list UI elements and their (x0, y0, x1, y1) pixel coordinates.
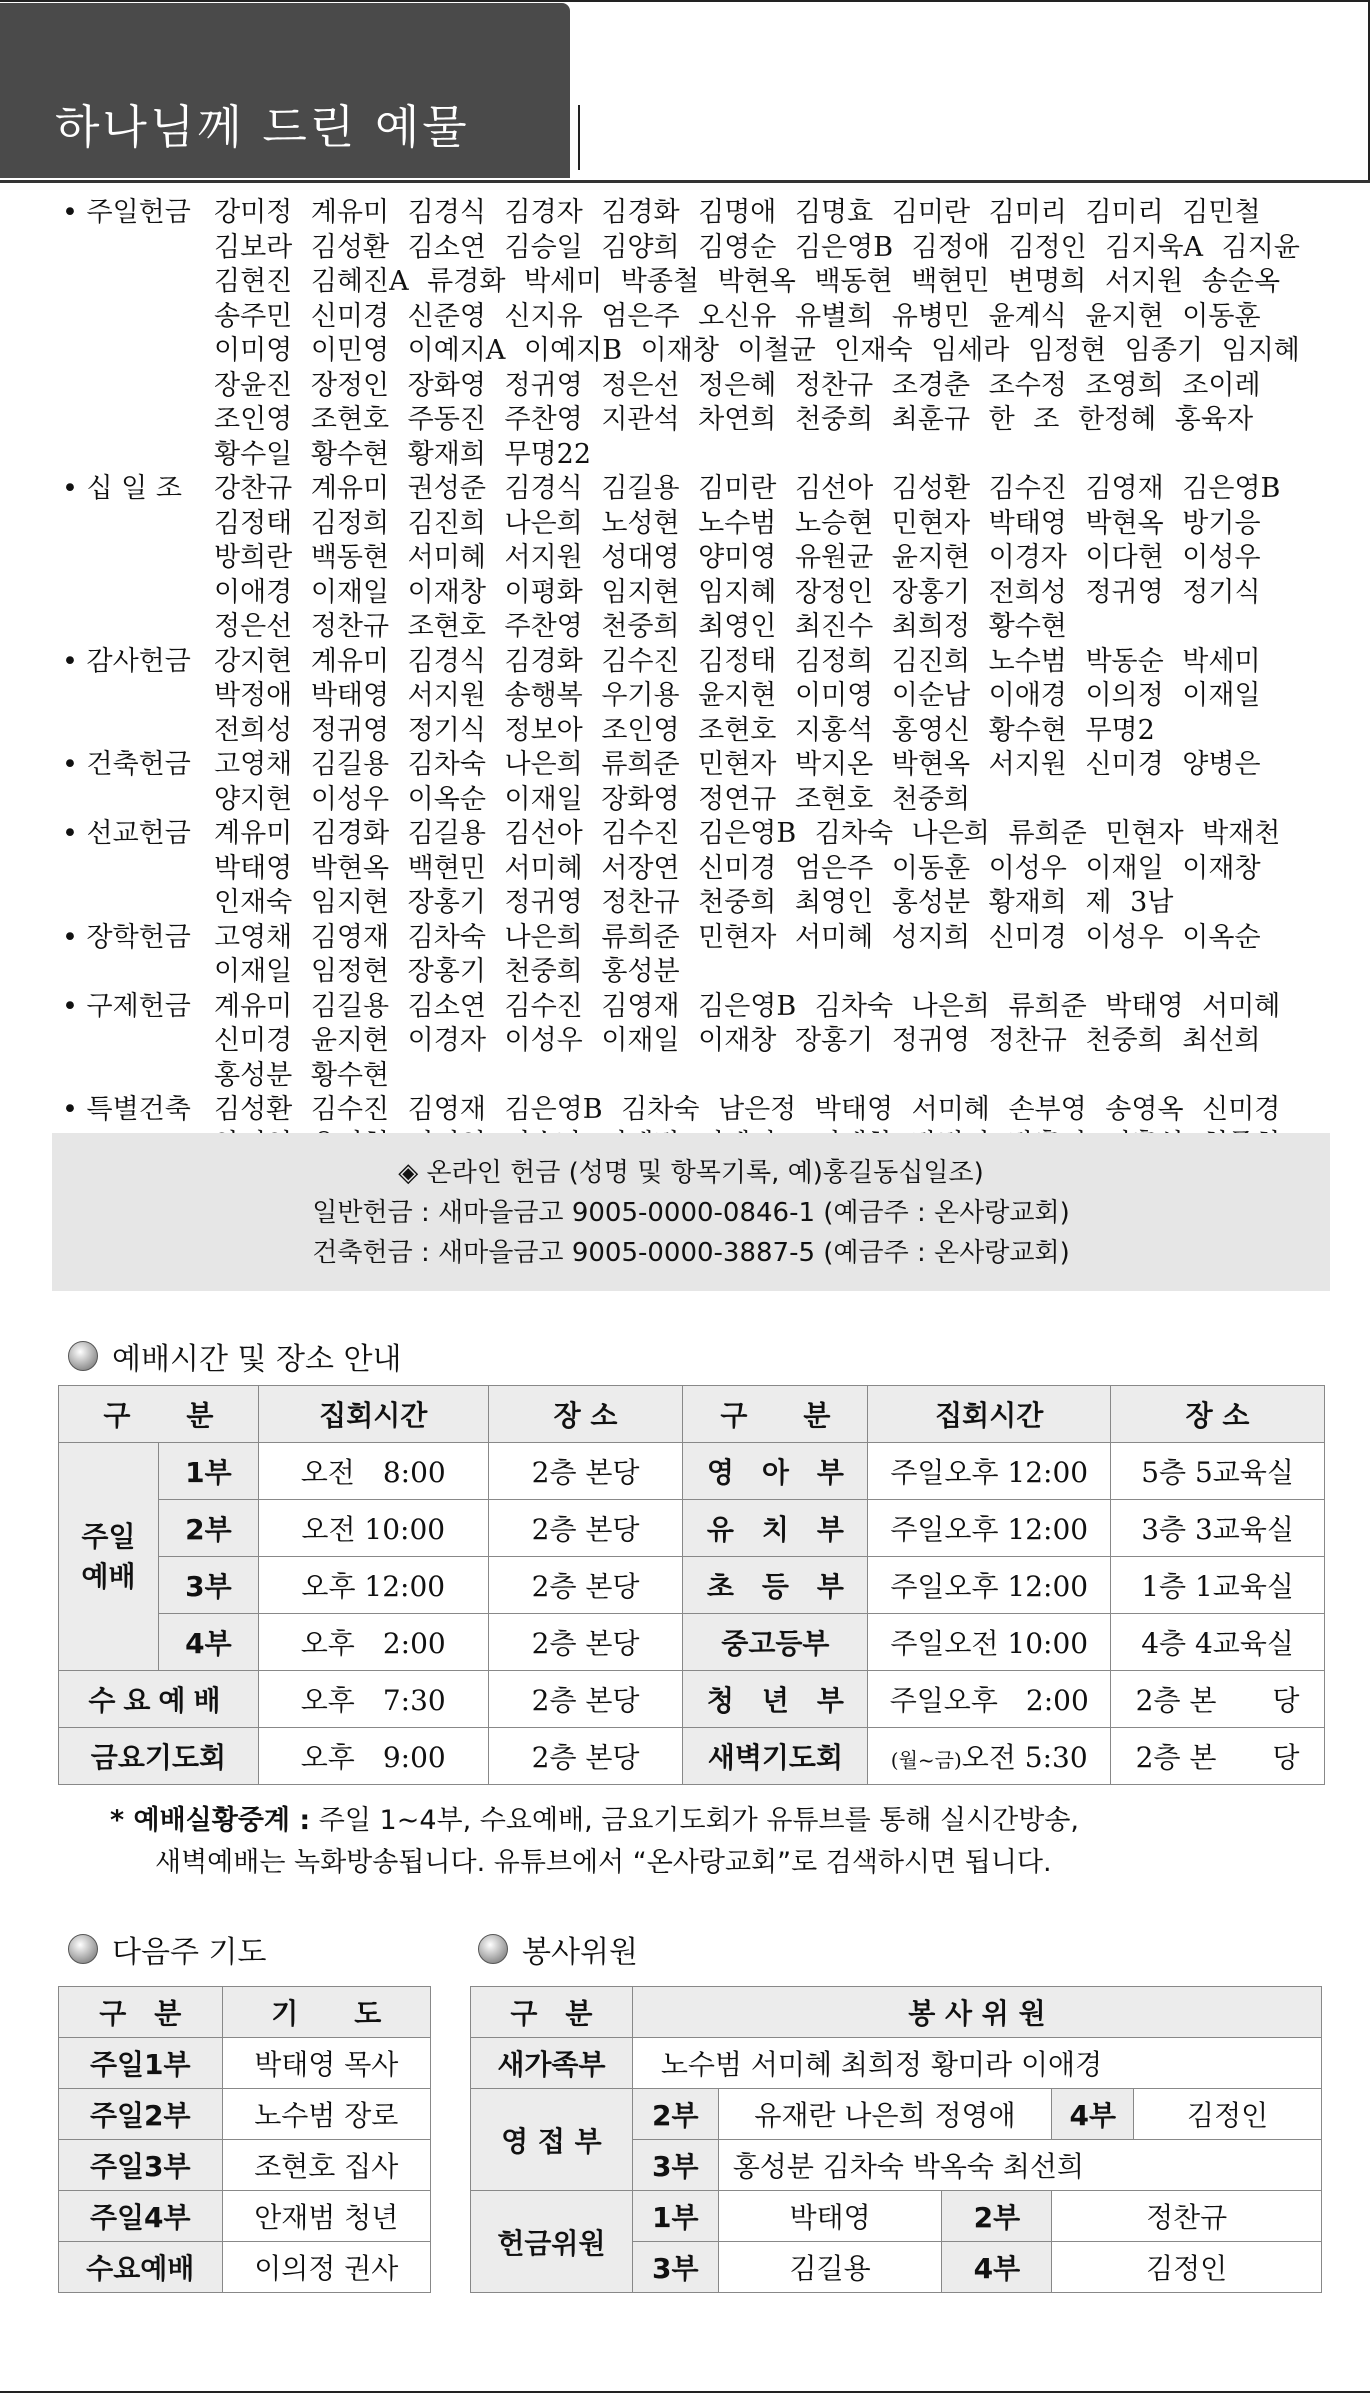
header-cell: 장 소 (1111, 1386, 1325, 1443)
online-offering-box (52, 1133, 1330, 1291)
offering-donor-names: 고영채 김영재 김차숙 나은희 류희준 민현자 서미혜 성지희 신미경 이성우 이옥순 (214, 921, 1261, 953)
part-cell: 2부 (158, 1500, 258, 1557)
table-row (471, 2038, 1322, 2089)
worship-header-row (59, 1386, 1325, 1443)
offering-donor-names: 고영채 김길용 김차숙 나은희 류희준 민현자 박지온 박현옥 서지원 신미경 양병은 (214, 749, 1261, 780)
offering-line (62, 541, 1312, 576)
offering-line (62, 507, 1312, 542)
wednesday-label: 수요예배 (59, 1671, 259, 1728)
dept-cell: 새벽기도회 (683, 1728, 868, 1785)
dept-time-cell: 주일오후 2:00 (868, 1671, 1111, 1728)
offering-category-label: • 특별건축 (62, 1094, 191, 1125)
offering-donor-names: 강찬규 계유미 권성준 김경식 김길용 김미란 김선아 김성환 김수진 김영재 김은영B (214, 473, 1281, 504)
offering-donor-names: 이미영 이민영 이예지A 이예지B 이재창 이철균 인재숙 임세라 임정현 임종기 임지혜 (214, 335, 1300, 366)
table-row (59, 1443, 1325, 1500)
header-cell: 기 도 (222, 1987, 430, 2038)
offering-category-label (62, 783, 214, 818)
offering-donor-names: 박정애 박태영 서지원 송행복 우기용 윤지현 이미영 이순남 이애경 이의정 이재일 (214, 680, 1261, 711)
offering-category-label (62, 541, 214, 576)
place-cell: 2층 본당 (488, 1671, 683, 1728)
offering-donor-names: 김성환 김수진 김영재 김은영B 김차숙 남은정 박태영 서미혜 손부영 송영옥 신미경 (214, 1094, 1281, 1125)
offering-line (62, 403, 1312, 438)
prayer-service-cell: 주일3부 (59, 2140, 223, 2191)
dept-place-cell: 2층 본 당 (1111, 1671, 1325, 1728)
offering-line (62, 610, 1312, 645)
offering-category-label (62, 265, 214, 300)
offering-line (62, 783, 1312, 818)
table-row (59, 2038, 431, 2089)
offering-committee-label: 헌금위원 (471, 2191, 633, 2293)
time-cell: 오후 7:30 (258, 1671, 488, 1728)
offering-line (62, 576, 1312, 611)
dept-place-cell: 5층 5교육실 (1111, 1443, 1325, 1500)
header-cell: 구 분 (471, 1987, 633, 2038)
offering-category-label (62, 438, 214, 473)
prayer-table (58, 1986, 431, 2293)
part-cell: 4부 (158, 1614, 258, 1671)
offering-donor-names: 김정태 김정희 김진희 나은희 노성현 노수범 노승현 민현자 박태영 박현옥 방기응 (214, 507, 1261, 539)
dept-cell: 유 치 부 (683, 1500, 868, 1557)
offering-donor-names: 방희란 백동현 서미혜 서지원 성대영 양미영 유원균 윤지현 이경자 이다현 이성우 (214, 542, 1261, 573)
service-section-title: 봉사위원 (478, 1927, 638, 1971)
offerings-list (62, 196, 1312, 1197)
offering-category-label (62, 610, 214, 645)
offering-line (62, 852, 1312, 887)
offering-line (62, 334, 1312, 369)
offering-category-label (62, 403, 214, 438)
offering-line (62, 265, 1312, 300)
table-row (59, 1557, 1325, 1614)
part-cell: 2부 (942, 2191, 1052, 2242)
offering-donor-names: 계유미 김길용 김소연 김수진 김영재 김은영B 김차숙 나은희 류희준 박태영 서미혜 (214, 990, 1281, 1022)
service-table (470, 1986, 1322, 2293)
offering-donor-names: 이재일 임정현 장홍기 천중희 홍성분 (214, 956, 680, 987)
dept-cell: 청 년 부 (683, 1671, 868, 1728)
offering-line (62, 1024, 1312, 1059)
table-row (59, 1671, 1325, 1728)
prayer-service-cell: 주일2부 (59, 2089, 223, 2140)
note-text: 주일 1~4부, 수요예배, 금요기도회가 유튜브를 통해 실시간방송, (310, 1805, 1079, 1836)
offering-line (62, 1093, 1312, 1128)
part-cell: 3부 (158, 1557, 258, 1614)
offering-line (62, 231, 1312, 266)
circle-bullet-icon (68, 1341, 98, 1371)
dept-time-cell: 주일오후 12:00 (868, 1443, 1111, 1500)
new-family-label: 새가족부 (471, 2038, 633, 2089)
offering-category-label (62, 231, 214, 266)
offering-donor-names: 김현진 김혜진A 류경화 박세미 박종철 박현옥 백동현 백현민 변명희 서지원 송순옥 (214, 266, 1281, 297)
dept-time-cell (868, 1728, 1111, 1785)
weekday-range: (월~금) (890, 1748, 962, 1772)
header-cell: 구 분 (59, 1987, 223, 2038)
header-cell: 봉 사 위 원 (632, 1987, 1321, 2038)
prayer-person-cell: 노수범 장로 (222, 2089, 430, 2140)
offering-donor-names: 박태영 박현옥 백현민 서미혜 서장연 신미경 엄은주 이동훈 이성우 이재일 이재창 (214, 852, 1261, 884)
part-cell: 4부 (942, 2242, 1052, 2293)
offering-line (62, 438, 1312, 473)
time-cell: 오전 10:00 (258, 1500, 488, 1557)
online-building-account: 건축헌금 : 새마을금고 9005-0000-3887-5 (예금주 : 온사랑교회) (312, 1238, 1070, 1268)
table-row (471, 2089, 1322, 2140)
service-header-row (471, 1987, 1322, 2038)
part-cell: 3부 (632, 2242, 718, 2293)
offering-line (62, 472, 1312, 507)
offering-donor-names: 송주민 신미경 신준영 신지유 엄은주 오신유 유별희 유병민 윤계식 윤지현 이동훈 (214, 300, 1261, 332)
reception-names: 김정인 (1134, 2089, 1322, 2140)
table-row (59, 2140, 431, 2191)
friday-label: 금요기도회 (59, 1728, 259, 1785)
offering-line (62, 955, 1312, 990)
table-row (59, 1728, 1325, 1785)
place-cell: 2층 본당 (488, 1500, 683, 1557)
offering-donor-names: 양지현 이성우 이옥순 이재일 장화영 정연규 조현호 천중희 (214, 783, 971, 815)
new-family-names: 노수범 서미혜 최희정 황미라 이애경 (632, 2038, 1321, 2089)
table-row (471, 2191, 1322, 2242)
time-cell: 오후 12:00 (258, 1557, 488, 1614)
time-cell: 오후 9:00 (258, 1728, 488, 1785)
note-line-2: 새벽예배는 녹화방송됩니다. 유튜브에서 “온사랑교회”로 검색하시면 됩니다. (155, 1847, 1052, 1878)
header-cell: 장 소 (488, 1386, 683, 1443)
worship-schedule-table (58, 1385, 1325, 1785)
offering-name: 김길용 (718, 2242, 942, 2293)
offering-donor-names: 강지현 계유미 김경식 김경화 김수진 김정태 김정희 김진희 노수범 박동순 박세미 (214, 645, 1261, 677)
prayer-service-cell: 수요예배 (59, 2242, 223, 2293)
part-cell: 1부 (158, 1443, 258, 1500)
offering-donor-names: 이애경 이재일 이재창 이평화 임지현 임지혜 장정인 장홍기 전희성 정귀영 정기식 (214, 576, 1261, 608)
offering-donor-names: 홍성분 황수현 (214, 1059, 390, 1091)
offering-name: 정찬규 (1052, 2191, 1322, 2242)
offering-line (62, 300, 1312, 335)
offering-category-label (62, 1024, 214, 1059)
table-row (59, 1500, 1325, 1557)
offering-category-label: • 구제헌금 (62, 990, 191, 1022)
circle-bullet-icon (478, 1934, 508, 1964)
dept-place-cell: 1층 1교육실 (1111, 1557, 1325, 1614)
header-cell: 집회시간 (258, 1386, 488, 1443)
offering-line (62, 714, 1312, 749)
broadcast-note (110, 1800, 1079, 1884)
online-general-account: 일반헌금 : 새마을금고 9005-0000-0846-1 (예금주 : 온사랑교회) (312, 1198, 1070, 1228)
offering-donor-names: 조인영 조현호 주동진 주찬영 지관석 차연희 천중희 최훈규 한 조 한정혜 홍육자 (214, 404, 1254, 435)
table-row (59, 1614, 1325, 1671)
dept-cell: 초 등 부 (683, 1557, 868, 1614)
place-cell: 2층 본당 (488, 1557, 683, 1614)
dept-time-cell: 주일오후 12:00 (868, 1500, 1111, 1557)
prayer-person-cell: 조현호 집사 (222, 2140, 430, 2191)
dept-place-cell: 4층 4교육실 (1111, 1614, 1325, 1671)
part-cell: 2부 (632, 2089, 718, 2140)
offering-line (62, 1059, 1312, 1094)
header-divider (0, 180, 1370, 183)
offering-category-label (62, 1059, 214, 1094)
time-cell: 오전 8:00 (258, 1443, 488, 1500)
offering-line (62, 679, 1312, 714)
offering-line (62, 748, 1312, 783)
offering-name: 김정인 (1052, 2242, 1322, 2293)
prayer-service-cell: 주일4부 (59, 2191, 223, 2242)
note-label: * 예배실황중계 : (110, 1805, 311, 1836)
offering-category-label: • 선교헌금 (62, 818, 191, 849)
offering-line (62, 817, 1312, 852)
online-title: ◈ 온라인 헌금 (성명 및 항목기록, 예)홍길동십일조) (398, 1158, 984, 1188)
offering-line (62, 369, 1312, 404)
offering-donor-names: 강미정 계유미 김경식 김경자 김경화 김명애 김명효 김미란 김미리 김미리 김민철 (214, 197, 1261, 228)
offering-category-label: • 감사헌금 (62, 645, 191, 677)
offering-category-label: • 주일헌금 (62, 197, 191, 228)
prayer-section-title: 다음주 기도 (68, 1927, 266, 1971)
dawn-time: 오전 5:30 (961, 1741, 1088, 1774)
table-row (59, 2242, 431, 2293)
offering-category-label (62, 576, 214, 611)
table-row (59, 2191, 431, 2242)
offering-line (62, 921, 1312, 956)
prayer-person-cell: 안재범 청년 (222, 2191, 430, 2242)
offering-line (62, 886, 1312, 921)
offering-line (62, 990, 1312, 1025)
part-cell: 4부 (1052, 2089, 1134, 2140)
offering-donor-names: 황수일 황수현 황재희 무명22 (214, 438, 592, 470)
offering-category-label (62, 852, 214, 887)
offering-category-label: • 장학헌금 (62, 921, 191, 953)
offering-category-label: • 건축헌금 (62, 749, 191, 780)
dept-time-cell: 주일오전 10:00 (868, 1614, 1111, 1671)
prayer-service-cell: 주일1부 (59, 2038, 223, 2089)
reception-label: 영 접 부 (471, 2089, 633, 2191)
bottom-border (0, 2391, 1370, 2393)
offering-donor-names: 김보라 김성환 김소연 김승일 김양희 김영순 김은영B 김정애 김정인 김지욱A 김지윤 (214, 231, 1300, 263)
page-title: 하나님께 드린 예물 (55, 100, 470, 154)
worship-section-title: 예배시간 및 장소 안내 (68, 1334, 401, 1378)
place-cell: 2층 본당 (488, 1614, 683, 1671)
header-cell: 구 분 (683, 1386, 868, 1443)
dept-place-cell: 3층 3교육실 (1111, 1500, 1325, 1557)
offering-category-label (62, 886, 214, 921)
header-tab (0, 3, 570, 178)
offering-category-label (62, 507, 214, 542)
offering-category-label (62, 369, 214, 404)
time-cell: 오후 2:00 (258, 1614, 488, 1671)
dept-cell: 중고등부 (683, 1614, 868, 1671)
offering-line (62, 645, 1312, 680)
note-line-1 (110, 1800, 1079, 1842)
top-border (0, 0, 1370, 2)
offering-category-label (62, 955, 214, 990)
part-cell: 3부 (632, 2140, 718, 2191)
dept-place-cell: 2층 본 당 (1111, 1728, 1325, 1785)
sunday-worship-label: 주일 예배 (59, 1443, 159, 1671)
reception-names: 유재란 나은희 정영애 (718, 2089, 1052, 2140)
offering-donor-names: 정은선 정찬규 조현호 주찬영 천중희 최영인 최진수 최희정 황수현 (214, 611, 1067, 642)
offering-donor-names: 계유미 김경화 김길용 김선아 김수진 김은영B 김차숙 나은희 류희준 민현자 박재천 (214, 818, 1281, 849)
prayer-person-cell: 박태영 목사 (222, 2038, 430, 2089)
header-cell: 집회시간 (868, 1386, 1111, 1443)
offering-line (62, 196, 1312, 231)
offering-donor-names: 장윤진 장정인 장화영 정귀영 정은선 정은혜 정찬규 조경춘 조수정 조영희 조이레 (214, 369, 1261, 401)
header-cell: 구 분 (59, 1386, 259, 1443)
offering-category-label: • 십 일 조 (62, 473, 182, 504)
offering-donor-names: 신미경 윤지현 이경자 이성우 이재일 이재창 장홍기 정귀영 정찬규 천중희 최선희 (214, 1025, 1261, 1056)
prayer-person-cell: 이의정 권사 (222, 2242, 430, 2293)
text-cursor (578, 105, 580, 170)
dept-time-cell: 주일오후 12:00 (868, 1557, 1111, 1614)
table-row (59, 2089, 431, 2140)
circle-bullet-icon (68, 1934, 98, 1964)
offering-name: 박태영 (718, 2191, 942, 2242)
part-cell: 1부 (632, 2191, 718, 2242)
dept-cell: 영 아 부 (683, 1443, 868, 1500)
offering-category-label (62, 334, 214, 369)
place-cell: 2층 본당 (488, 1728, 683, 1785)
offering-category-label (62, 714, 214, 749)
reception-names: 홍성분 김차숙 박옥숙 최선희 (718, 2140, 1321, 2191)
offering-donor-names: 전희성 정귀영 정기식 정보아 조인영 조현호 지홍석 홍영신 황수현 무명2 (214, 714, 1155, 746)
place-cell: 2층 본당 (488, 1443, 683, 1500)
offering-donor-names: 인재숙 임지현 장홍기 정귀영 정찬규 천중희 최영인 홍성분 황재희 제 3남 (214, 887, 1174, 918)
offering-category-label (62, 300, 214, 335)
offering-category-label (62, 679, 214, 714)
prayer-header-row (59, 1987, 431, 2038)
